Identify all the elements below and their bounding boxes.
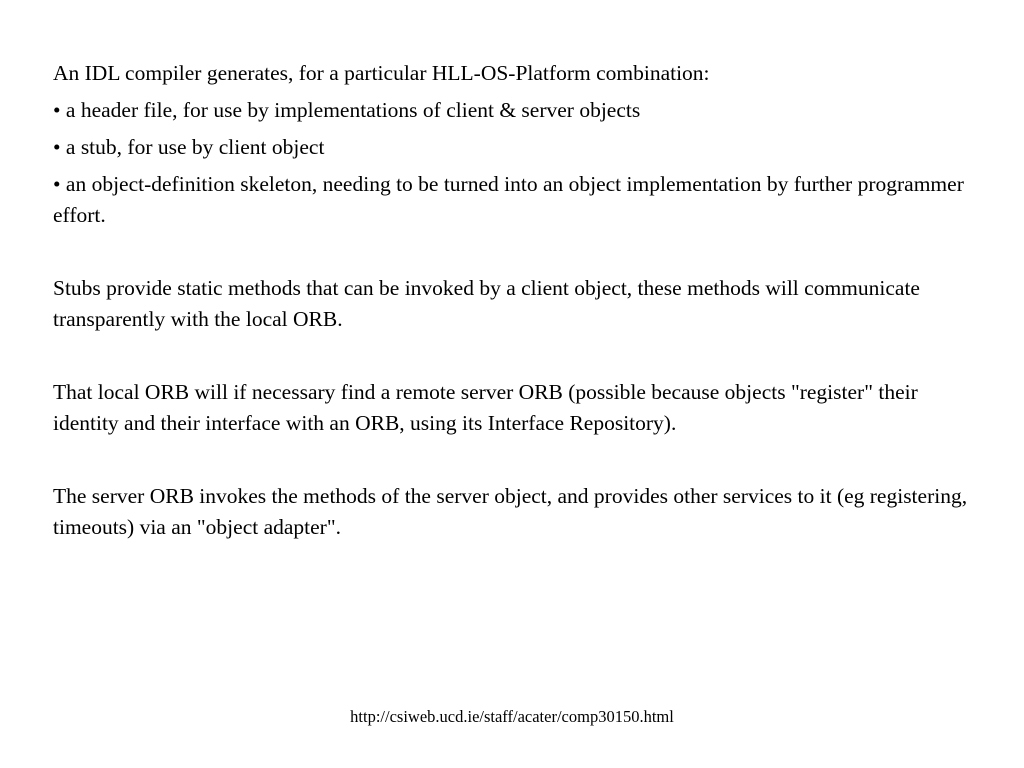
slide-body [53, 58, 973, 543]
paragraph-stubs: Stubs provide static methods that can be invoked by a client object, these methods will communicate transparently with the local ORB. [53, 276, 920, 331]
footer-url: http://csiweb.ucd.ie/staff/acater/comp30150.html [350, 707, 674, 726]
bullet-header-file: • a header file, for use by implementations of client & server objects [53, 98, 641, 122]
bullet-stub: • a stub, for use by client object [53, 135, 325, 159]
bullet-skeleton: • an object-definition skeleton, needing to be turned into an object implementation by further programmer effort. [53, 172, 964, 227]
paragraph-server-orb: The server ORB invokes the methods of the server object, and provides other services to it (eg registering, timeouts) via an "object adapter". [53, 484, 968, 539]
intro-lead: An IDL compiler generates, for a particular HLL-OS-Platform combination: [53, 61, 710, 85]
paragraph-local-orb: That local ORB will if necessary find a remote server ORB (possible because objects "register" their identity and their interface with an ORB, using its Interface Repository). [53, 380, 918, 435]
